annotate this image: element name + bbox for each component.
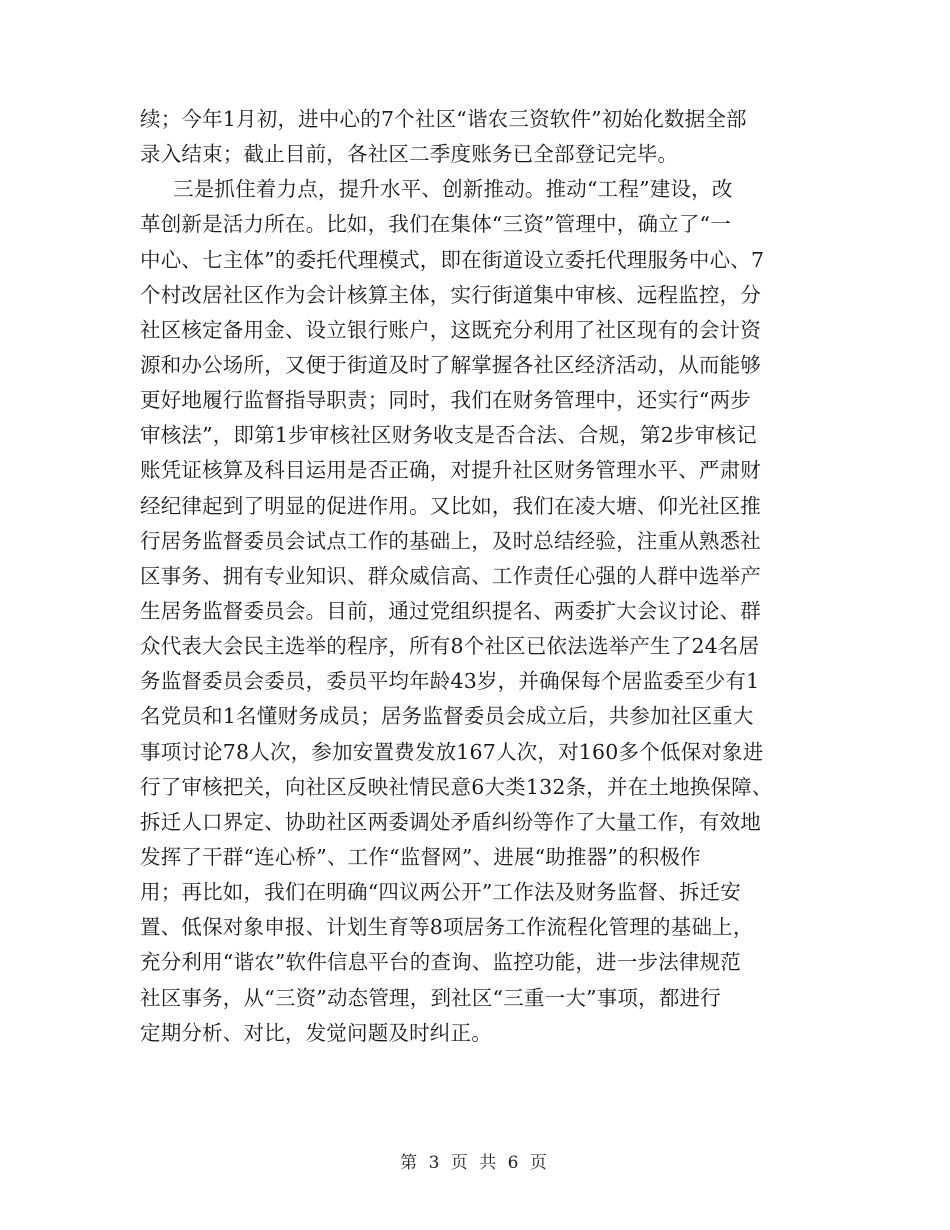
text-line: 区事务、拥有专业知识、群众威信高、工作责任心强的人群中选举产 <box>140 563 761 588</box>
text-line: 行了审核把关，向社区反映社情民意6大类132条，并在土地换保障、 <box>140 774 773 799</box>
text-line: 拆迁人口界定、协助社区两委调处矛盾纠纷等作了大量工作，有效地 <box>140 809 761 834</box>
text-line: 用；再比如，我们在明确“四议两公开”工作法及财务监督、拆迁安 <box>140 880 741 905</box>
text-line: 定期分析、对比，发觉问题及时纠正。 <box>140 1020 492 1045</box>
page-number-footer: 第 3 页 共 6 页 <box>400 1153 550 1173</box>
text-line: 源和办公场所，又便于街道及时了解掌握各社区经济活动，从而能够 <box>140 352 761 377</box>
body-text <box>140 102 808 1051</box>
text-line: 事项讨论78人次，参加安置费发放167人次，对160多个低保对象进 <box>140 739 764 764</box>
text-line: 社区核定备用金、设立银行账户，这既充分利用了社区现有的会计资 <box>140 317 761 342</box>
text-line: 发挥了干群“连心桥”、工作“监督网”、进展“助推器”的积极作 <box>140 844 701 869</box>
text-line: 审核法”，即第1步审核社区财务收支是否合法、合规，第2步审核记 <box>140 423 757 448</box>
text-line: 充分利用“谐农”软件信息平台的查询、监控功能，进一步法律规范 <box>140 950 741 975</box>
text-line: 众代表大会民主选举的程序，所有8个社区已依法选举产生了24名居 <box>140 634 760 659</box>
text-line: 更好地履行监督指导职责；同时，我们在财务管理中，还实行“两步 <box>140 388 751 413</box>
text-line: 续；今年1月初，进中心的7个社区“谐农三资软件”初始化数据全部 <box>140 107 747 131</box>
text-line: 社区事务，从“三资”动态管理，到社区“三重一大”事项，都进行 <box>140 985 721 1010</box>
text-line: 名党员和1名懂财务成员；居务监督委员会成立后，共参加社区重大 <box>140 704 754 729</box>
text-line: 经纪律起到了明显的促进作用。又比如，我们在凌大塘、仰光社区推 <box>140 493 761 518</box>
text-line: 三是抓住着力点，提升水平、创新推动。推动“工程”建设，改 <box>173 177 733 202</box>
text-line: 置、低保对象申报、计划生育等8项居务工作流程化管理的基础上， <box>140 915 754 940</box>
text-line: 账凭证核算及科目运用是否正确，对提升社区财务管理水平、严肃财 <box>140 458 761 483</box>
text-line: 录入结束；截止目前，各社区二季度账务已全部登记完毕。 <box>140 142 679 167</box>
text-line: 中心、七主体”的委托代理模式，即在街道设立委托代理服务中心、7 <box>140 247 765 272</box>
text-line: 生居务监督委员会。目前，通过党组织提名、两委扩大会议讨论、群 <box>140 598 761 623</box>
text-line: 革创新是活力所在。比如，我们在集体“三资”管理中，确立了“一 <box>140 212 731 237</box>
text-line: 务监督委员会委员，委员平均年龄43岁，并确保每个居监委至少有1 <box>140 669 760 694</box>
text-line: 个村改居社区作为会计核算主体，实行街道集中审核、远程监控，分 <box>140 282 761 307</box>
text-line: 行居务监督委员会试点工作的基础上，及时总结经验，注重从熟悉社 <box>140 528 761 553</box>
